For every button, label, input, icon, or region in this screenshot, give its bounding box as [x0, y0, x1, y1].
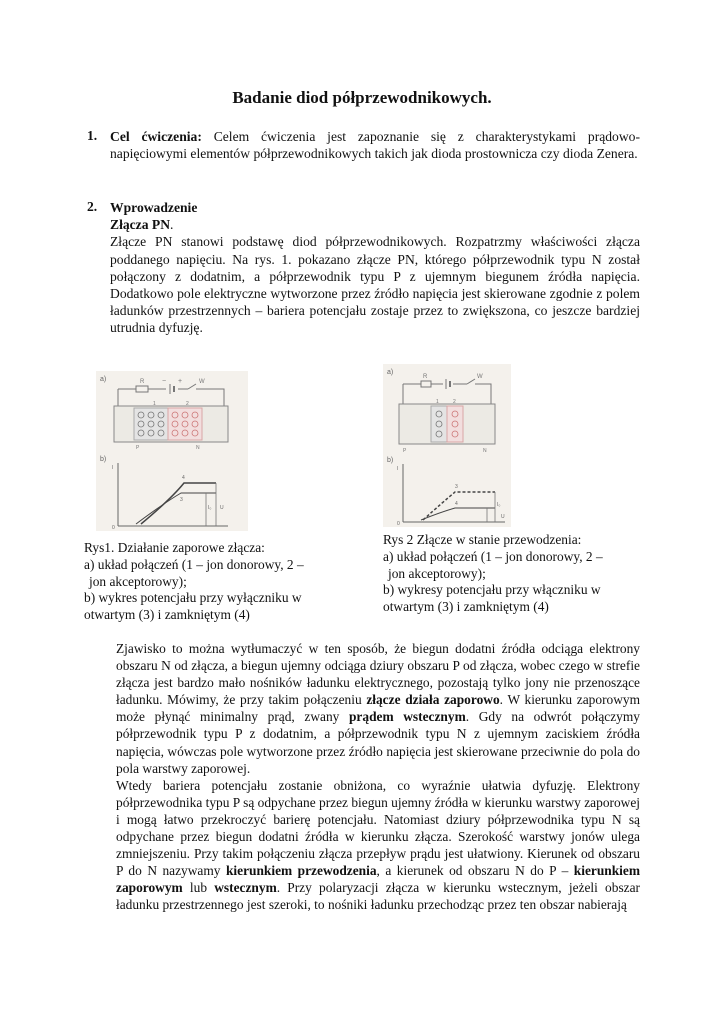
fig1-label-i: I — [112, 465, 114, 471]
figure-2-caption-line-3: jon akceptorowy); — [388, 565, 486, 581]
fig2-label-1: 1 — [436, 399, 439, 405]
p1-bold-zaporowo: złącze działa zaporowo — [366, 692, 500, 708]
fig2-circuit-wire — [403, 384, 491, 404]
fig1-label-2: 2 — [186, 401, 189, 407]
figure-1-caption-line-1: Rys1. Działanie zaporowe złącza: — [84, 540, 265, 555]
fig1-label-u: U — [220, 505, 224, 511]
figure-1-caption-line-3: jon akceptorowy); — [89, 573, 187, 589]
fig1-label-n: N — [196, 445, 200, 451]
fig1-label-p: P — [136, 445, 140, 451]
section-2-number: 2. — [87, 199, 98, 214]
fig2-switch — [467, 379, 475, 384]
page-title: Badanie diod półprzewodnikowych. — [232, 88, 492, 107]
body-paragraph-2 — [116, 777, 640, 914]
section-1-label: Cel ćwiczenia: — [110, 129, 202, 144]
p1-text-e: . Gdy na odwrót połączymy półprzewodnik typu P z dodatnim, a półprzewodnik typu N z ujemnym zaciskiem źródła napięcia, wówczas pole wytworzone przez źródło napięcia jest skierowane przeciwnie do pola do pola warstwy zaporowej. — [116, 709, 640, 776]
section-2-heading: Wprowadzenie — [110, 200, 198, 215]
fig1-label-i0: I₀ — [208, 505, 212, 511]
fig1-label-w: W — [199, 379, 205, 385]
section-2-text: Złącze PN stanowi podstawę diod półprzewodnikowych. Rozpatrzmy właściwości złącza poddanego napięciu. Na rys. 1. pokazano złącze PN, którego półprzewodnik typu N został połączony z dodatnim, a półprzewodnik typu P z ujemnym biegunem źródła napięcia. Dodatkowo pole elektryczne wytworzone przez źródło napięcia jest skierowane zgodnie z polem ładunków przestrzennych – bariera potencjału zostaje przez to zwiększona, co jeszcze bardziej utrudnia dyfuzję. — [110, 234, 640, 336]
fig2-label-i0: I₀ — [497, 502, 501, 508]
fig2-curve-3 — [423, 492, 495, 520]
body-paragraph-1 — [116, 640, 640, 777]
p2-bold-wstecznym: wstecznym — [214, 880, 277, 896]
figure-1-caption-line-4: b) wykres potencjału przy wyłączniku w — [84, 590, 302, 606]
section-1-text: Celem ćwiczenia jest zapoznanie się z charakterystykami prądowo-napięciowymi elementów półprzewodnikowych takich jak dioda prostownicza czy dioda Zenera. — [110, 129, 640, 162]
fig1-curve-3 — [136, 493, 216, 524]
figure-1-caption — [84, 540, 342, 624]
fig2-curve-4 — [421, 508, 495, 520]
fig2-label-a: a) — [387, 369, 394, 376]
p1-text-a: Zjawisko to można wytłumaczyć w ten sposób, że biegun dodatni źródła odciąga elektrony obszaru N od złącza, a biegun ujemny odciąga dziury obszaru P od złącza, wobec czego w strefie złącza jest bardzo mało nośników ładunku elektrycznego, pozostają tylko jony nie przenoszące ładunku. Mówimy, że przy takim połączeniu — [116, 641, 640, 708]
fig1-circuit-wire — [118, 389, 224, 406]
section-2-subheading: Złącza PN — [110, 217, 171, 233]
figure-1-drawing — [96, 371, 248, 531]
figure-2-caption-line-1: Rys 2 Złącze w stanie przewodzenia: — [383, 532, 582, 547]
figure-1-caption-line-2: a) układ połączeń (1 – jon donorowy, 2 – — [84, 556, 304, 572]
p2-bold-kierunek-przewodzenia: kierunkiem przewodzenia — [225, 863, 377, 879]
fig1-label-3: 3 — [180, 497, 183, 503]
figure-1-image — [96, 371, 248, 531]
fig1-label-plus: + — [178, 378, 183, 385]
figure-2-caption-line-4: b) wykresy potencjału przy włączniku w — [383, 582, 601, 598]
figure-2-image — [383, 364, 511, 527]
p2-text-g: . Przy polaryzacji złącza w kierunku wstecznym, jeżeli obszar ładunku przestrzennego jest szeroki, to nośniki ładunku przechodząc przez ten obszar nabierają — [116, 880, 641, 913]
figure-2-caption-line-2: a) układ połączeń (1 – jon donorowy, 2 – — [383, 548, 603, 564]
fig1-curve-4 — [141, 483, 216, 524]
fig1-label-a: a) — [100, 376, 107, 383]
fig1-label-b: b) — [100, 456, 107, 463]
p2-text-e: lub — [182, 880, 215, 896]
p2-text-c: , a kierunek od obszaru N do P – — [376, 863, 574, 879]
fig1-label-0: 0 — [112, 525, 115, 531]
fig2-label-b: b) — [387, 457, 394, 464]
section-1-paragraph — [110, 128, 640, 162]
p2-text-a: Wtedy bariera potencjału zostanie obniżona, co wyraźnie ułatwia dyfuzję. Elektrony półprzewodnika typu P są odpychane przez biegun ujemny źródła w kierunku warstwy zaporowej i mogą łatwo przekroczyć barierę potencjału. Natomiast dziury półprzewodnika typu N są odpychane przez biegun dodatni źródła w kierunku złącza. Szerokość warstwy jonów ulega zmniejszeniu. Przy takim połączeniu złącza przepływ prądu jest ułatwiony. Kierunek od obszaru P do N nazywamy — [116, 777, 640, 879]
fig1-label-minus: − — [162, 378, 167, 385]
fig2-label-u: U — [501, 514, 505, 520]
p2-bold-kierunek-zaporowy: kierunkiem zaporowym — [116, 863, 640, 896]
fig2-label-w: W — [477, 374, 483, 380]
p1-bold-prad-wsteczny: prądem wstecznym — [348, 709, 466, 725]
fig2-label-r: R — [423, 374, 428, 380]
fig1-resistor — [136, 386, 148, 392]
figure-2-caption — [383, 532, 641, 616]
fig2-label-0: 0 — [397, 521, 400, 527]
fig2-label-2: 2 — [453, 399, 456, 405]
fig2-label-p: P — [403, 448, 407, 454]
fig2-label-4: 4 — [455, 501, 458, 507]
section-1-number: 1. — [87, 128, 98, 143]
fig2-label-n: N — [483, 448, 487, 454]
body-text — [116, 640, 640, 914]
figure-1-caption-line-5: otwartym (3) i zamkniętym (4) — [84, 607, 250, 623]
section-2-paragraph — [110, 199, 640, 337]
figure-2-drawing — [383, 364, 511, 527]
p1-text-c: . W kierunku zaporowym może płynąć minimalny prąd, zwany — [116, 692, 641, 725]
fig2-resistor — [421, 381, 431, 387]
fig2-markers — [487, 492, 495, 522]
fig2-label-3: 3 — [455, 484, 458, 490]
fig1-label-r: R — [140, 379, 145, 385]
figure-2-caption-line-5: otwartym (3) i zamkniętym (4) — [383, 599, 549, 615]
fig2-label-i: I — [397, 466, 399, 472]
fig1-label-1: 1 — [153, 401, 156, 407]
fig1-label-4: 4 — [182, 475, 185, 481]
fig1-switch — [188, 384, 196, 389]
section-2-subheading-dot: . — [170, 217, 174, 233]
